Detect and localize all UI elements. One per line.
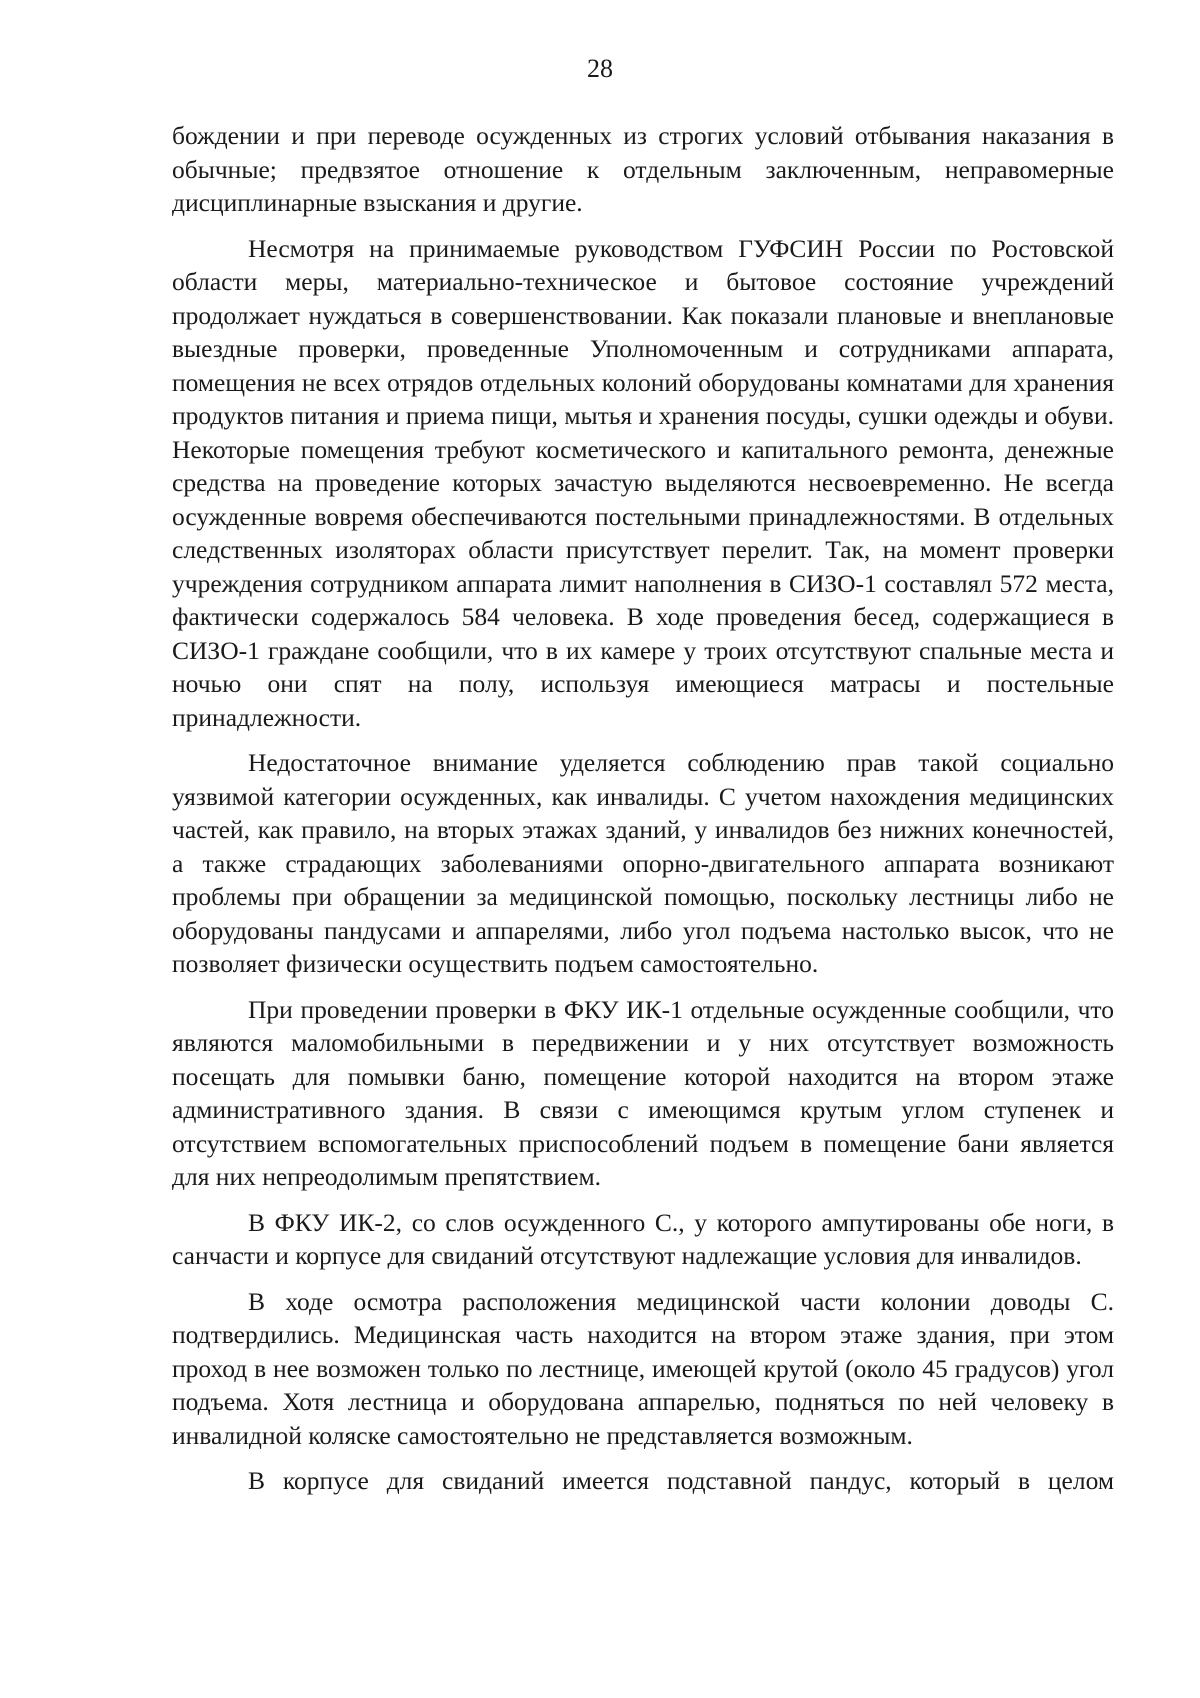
page-number: 28 xyxy=(587,54,613,83)
paragraph-material-conditions: Несмотря на принимаемые руководством ГУФСИН России по Ростовской области меры, материально-техническое и бытовое состояние учреждений продолжает нуждаться в совершенствовании. Как показали плановые и внеплановые выездные проверки, проведенные Уполномоченным и сотрудниками аппарата, помещения не всех отрядов отдельных колоний оборудованы комнатами для хранения продуктов питания и приема пищи, мытья и хранения посуды, сушки одежды и обуви. Некоторые помещения требуют косметического и капитального ремонта, денежные средства на проведение которых зачастую выделяются несвоевременно. Не всегда осужденные вовремя обеспечиваются постельными принадлежностями. В отдельных следственных изоляторах области присутствует перелит. Так, на момент проверки учреждения сотрудником аппарата лимит наполнения в СИЗО-1 составлял 572 места, фактически содержалось 584 человека. В ходе проведения бесед, содержащиеся в СИЗО-1 граждане сообщили, что в их камере у троих отсутствуют спальные места и ночью они спят на полу, используя имеющиеся матрасы и постельные принадлежности. xyxy=(172,233,1114,732)
paragraph-disabled-rights: Недостаточное внимание уделяется соблюдению прав такой социально уязвимой категории осужденных, как инвалиды. С учетом нахождения медицинских частей, как правило, на вторых этажах зданий, у инвалидов без нижних конечностей, а также страдающих заболеваниями опорно-двигательного аппарата возникают проблемы при обращении за медицинской помощью, поскольку лестницы либо не оборудованы пандусами и аппарелями, либо угол подъема настолько высок, что не позволяет физически осуществить подъем самостоятельно. xyxy=(172,748,1114,978)
paragraph-ik1-inspection: При проведении проверки в ФКУ ИК-1 отдельные осужденные сообщили, что являются маломобильными в передвижении и у них отсутствует возможность посещать для помывки баню, помещение которой находится на втором этаже административного здания. В связи с имеющимся крутым углом ступенек и отсутствием вспомогательных приспособлений подъем в помещение бани является для них непреодолимым препятствием. xyxy=(172,994,1114,1191)
paragraph-medical-unit: В ходе осмотра расположения медицинской части колонии доводы С. подтвердились. Медицинская часть находится на втором этаже здания, при этом проход в нее возможен только по лестнице, имеющей крутой (около 45 градусов) угол подъема. Хотя лестница и оборудована аппарелью, подняться по ней человеку в инвалидной коляске самостоятельно не представляется возможным. xyxy=(172,1286,1114,1450)
paragraph-continuation: бождении и при переводе осужденных из строгих условий отбывания наказания в обычные; предвзятое отношение к отдельным заключенным, неправомерные дисциплинарные взыскания и другие. xyxy=(172,121,1114,217)
document-body xyxy=(172,119,1114,1510)
paragraph-ik2-complaint: В ФКУ ИК-2, со слов осужденного С., у которого ампутированы обе ноги, в санчасти и корпусе для свиданий отсутствуют надлежащие условия для инвалидов. xyxy=(172,1207,1114,1270)
paragraph-visiting-building: В корпусе для свиданий имеется подставной пандус, который в целом xyxy=(248,1466,1114,1495)
